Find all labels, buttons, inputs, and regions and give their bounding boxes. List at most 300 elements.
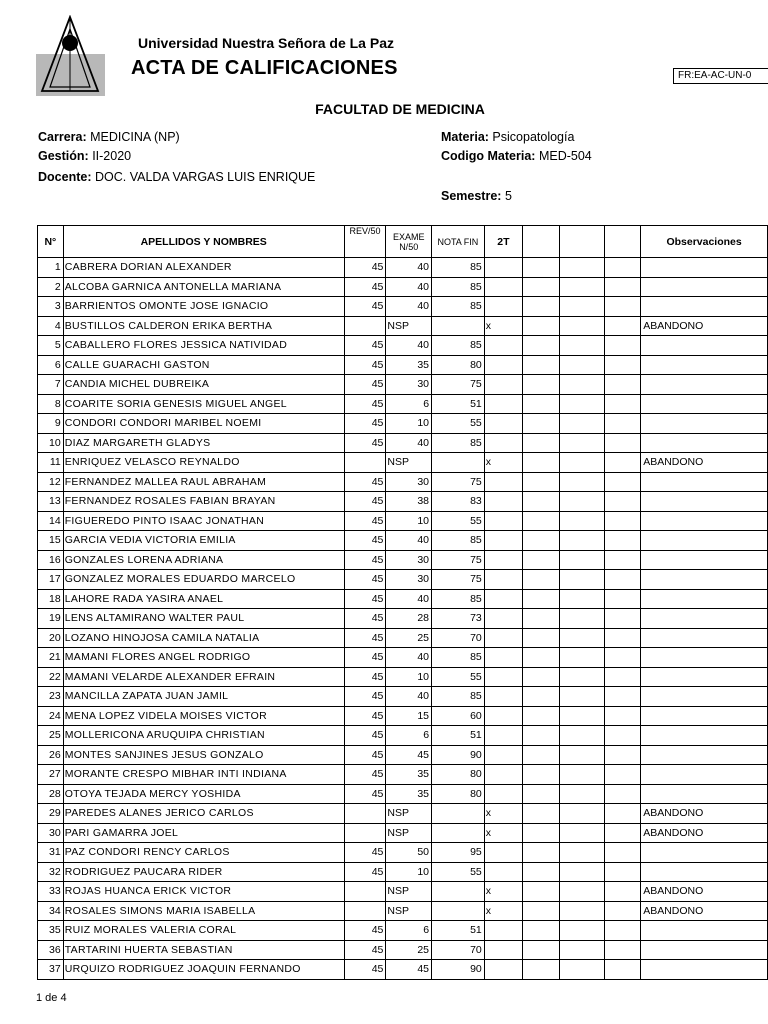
rev-score: 45: [344, 492, 386, 512]
table-row: [38, 336, 768, 356]
blank-cell: [605, 550, 641, 570]
row-number: 11: [38, 453, 64, 473]
rev-score: [344, 316, 386, 336]
second-term: [484, 355, 522, 375]
student-name: PARI GAMARRA JOEL: [63, 823, 344, 843]
observation: [641, 570, 768, 590]
second-term: [484, 550, 522, 570]
blank-cell: [523, 375, 560, 395]
blank-cell: [523, 414, 560, 434]
blank-cell: [560, 511, 605, 531]
second-term: [484, 472, 522, 492]
col-rev: REV/50: [344, 226, 386, 258]
second-term: x: [484, 804, 522, 824]
table-row: [38, 823, 768, 843]
docente-field: [38, 170, 315, 184]
rev-score: [344, 901, 386, 921]
second-term: [484, 433, 522, 453]
blank-cell: [560, 570, 605, 590]
rev-score: 45: [344, 394, 386, 414]
blank-cell: [560, 765, 605, 785]
observation: ABANDONO: [641, 823, 768, 843]
student-name: TARTARINI HUERTA SEBASTIAN: [63, 940, 344, 960]
row-number: 9: [38, 414, 64, 434]
exam-score: 25: [386, 628, 432, 648]
materia-label: Materia:: [441, 130, 489, 144]
table-row: [38, 355, 768, 375]
rev-score: 45: [344, 336, 386, 356]
second-term: [484, 570, 522, 590]
rev-score: [344, 804, 386, 824]
student-name: MOLLERICONA ARUQUIPA CHRISTIAN: [63, 726, 344, 746]
final-grade: 55: [432, 414, 485, 434]
final-grade: [432, 453, 485, 473]
observation: [641, 960, 768, 980]
observation: [641, 667, 768, 687]
table-row: [38, 375, 768, 395]
row-number: 32: [38, 862, 64, 882]
table-row: [38, 706, 768, 726]
blank-cell: [523, 355, 560, 375]
university-name: Universidad Nuestra Señora de La Paz: [138, 35, 394, 51]
table-row: [38, 940, 768, 960]
exam-score: 10: [386, 414, 432, 434]
final-grade: 85: [432, 687, 485, 707]
blank-cell: [605, 511, 641, 531]
col-nota: NOTA FIN: [432, 226, 485, 258]
blank-cell: [523, 823, 560, 843]
row-number: 12: [38, 472, 64, 492]
row-number: 19: [38, 609, 64, 629]
rev-score: 45: [344, 589, 386, 609]
final-grade: 85: [432, 531, 485, 551]
table-row: [38, 784, 768, 804]
blank-cell: [560, 901, 605, 921]
rev-score: 45: [344, 550, 386, 570]
student-name: GONZALES LORENA ADRIANA: [63, 550, 344, 570]
final-grade: 85: [432, 277, 485, 297]
observation: [641, 726, 768, 746]
observation: [641, 414, 768, 434]
exam-score: 40: [386, 433, 432, 453]
second-term: [484, 628, 522, 648]
observation: [641, 843, 768, 863]
student-name: FIGUEREDO PINTO ISAAC JONATHAN: [63, 511, 344, 531]
student-name: LAHORE RADA YASIRA ANAEL: [63, 589, 344, 609]
student-name: BUSTILLOS CALDERON ERIKA BERTHA: [63, 316, 344, 336]
second-term: [484, 609, 522, 629]
observation: [641, 921, 768, 941]
blank-cell: [560, 433, 605, 453]
blank-cell: [605, 648, 641, 668]
blank-cell: [523, 394, 560, 414]
student-name: COARITE SORIA GENESIS MIGUEL ANGEL: [63, 394, 344, 414]
final-grade: 83: [432, 492, 485, 512]
row-number: 18: [38, 589, 64, 609]
table-row: [38, 687, 768, 707]
final-grade: 75: [432, 570, 485, 590]
blank-cell: [560, 843, 605, 863]
second-term: [484, 277, 522, 297]
rev-score: 45: [344, 862, 386, 882]
observation: [641, 433, 768, 453]
final-grade: 85: [432, 433, 485, 453]
rev-score: 45: [344, 531, 386, 551]
second-term: [484, 394, 522, 414]
observation: ABANDONO: [641, 316, 768, 336]
second-term: [484, 726, 522, 746]
rev-score: 45: [344, 609, 386, 629]
final-grade: [432, 316, 485, 336]
student-name: MENA LOPEZ VIDELA MOISES VICTOR: [63, 706, 344, 726]
blank-cell: [605, 453, 641, 473]
blank-cell: [605, 765, 641, 785]
blank-cell: [605, 921, 641, 941]
blank-cell: [605, 940, 641, 960]
blank-cell: [605, 531, 641, 551]
col-num: N°: [38, 226, 64, 258]
exam-score: NSP: [386, 823, 432, 843]
observation: [641, 258, 768, 278]
observation: ABANDONO: [641, 804, 768, 824]
blank-cell: [605, 882, 641, 902]
final-grade: 85: [432, 589, 485, 609]
observation: ABANDONO: [641, 882, 768, 902]
blank-cell: [605, 258, 641, 278]
rev-score: 45: [344, 960, 386, 980]
table-row: [38, 628, 768, 648]
rev-score: 45: [344, 414, 386, 434]
blank-cell: [560, 823, 605, 843]
student-name: DIAZ MARGARETH GLADYS: [63, 433, 344, 453]
student-name: CABALLERO FLORES JESSICA NATIVIDAD: [63, 336, 344, 356]
second-term: x: [484, 882, 522, 902]
blank-cell: [523, 687, 560, 707]
blank-cell: [523, 901, 560, 921]
blank-cell: [605, 726, 641, 746]
observation: [641, 589, 768, 609]
table-row: [38, 394, 768, 414]
gestion-label: Gestión:: [38, 149, 89, 163]
blank-cell: [560, 492, 605, 512]
row-number: 7: [38, 375, 64, 395]
final-grade: 85: [432, 336, 485, 356]
student-name: RODRIGUEZ PAUCARA RIDER: [63, 862, 344, 882]
row-number: 30: [38, 823, 64, 843]
rev-score: [344, 823, 386, 843]
blank-cell: [560, 745, 605, 765]
rev-score: 45: [344, 648, 386, 668]
rev-score: 45: [344, 667, 386, 687]
student-name: OTOYA TEJADA MERCY YOSHIDA: [63, 784, 344, 804]
row-number: 16: [38, 550, 64, 570]
exam-score: NSP: [386, 804, 432, 824]
blank-cell: [560, 277, 605, 297]
second-term: [484, 492, 522, 512]
carrera-label: Carrera:: [38, 130, 87, 144]
blank-cell: [523, 745, 560, 765]
table-header: [38, 226, 768, 258]
blank-cell: [560, 589, 605, 609]
blank-cell: [560, 784, 605, 804]
row-number: 15: [38, 531, 64, 551]
exam-score: 30: [386, 570, 432, 590]
blank-cell: [523, 940, 560, 960]
student-name: BARRIENTOS OMONTE JOSE IGNACIO: [63, 297, 344, 317]
codigo-label: Codigo Materia:: [441, 149, 536, 163]
blank-cell: [523, 297, 560, 317]
table-row: [38, 882, 768, 902]
table-row: [38, 765, 768, 785]
table-row: [38, 472, 768, 492]
final-grade: 75: [432, 472, 485, 492]
second-term: [484, 843, 522, 863]
row-number: 29: [38, 804, 64, 824]
blank-cell: [523, 550, 560, 570]
blank-cell: [605, 472, 641, 492]
final-grade: 55: [432, 667, 485, 687]
row-number: 17: [38, 570, 64, 590]
blank-cell: [605, 628, 641, 648]
second-term: [484, 862, 522, 882]
col-obs: Observaciones: [641, 226, 768, 258]
final-grade: [432, 804, 485, 824]
blank-cell: [560, 414, 605, 434]
second-term: [484, 960, 522, 980]
exam-score: 35: [386, 784, 432, 804]
rev-score: 45: [344, 843, 386, 863]
observation: [641, 862, 768, 882]
blank-cell: [560, 453, 605, 473]
row-number: 20: [38, 628, 64, 648]
codigo-field: [441, 149, 592, 163]
student-name: PAZ CONDORI RENCY CARLOS: [63, 843, 344, 863]
student-name: FERNANDEZ ROSALES FABIAN BRAYAN: [63, 492, 344, 512]
exam-score: 40: [386, 687, 432, 707]
exam-score: 40: [386, 648, 432, 668]
codigo-value: MED-504: [538, 149, 592, 163]
exam-score: 50: [386, 843, 432, 863]
table-row: [38, 804, 768, 824]
blank-cell: [605, 297, 641, 317]
blank-cell: [560, 258, 605, 278]
exam-score: 15: [386, 706, 432, 726]
second-term: [484, 706, 522, 726]
blank-cell: [523, 648, 560, 668]
blank-cell: [605, 609, 641, 629]
table-row: [38, 297, 768, 317]
blank-cell: [605, 823, 641, 843]
blank-cell: [560, 940, 605, 960]
student-name: GONZALEZ MORALES EDUARDO MARCELO: [63, 570, 344, 590]
table-row: [38, 453, 768, 473]
col-blank-3: [605, 226, 641, 258]
second-term: [484, 414, 522, 434]
blank-cell: [560, 375, 605, 395]
blank-cell: [560, 472, 605, 492]
gestion-value: II-2020: [92, 149, 132, 163]
observation: ABANDONO: [641, 901, 768, 921]
row-number: 4: [38, 316, 64, 336]
materia-field: [441, 130, 574, 144]
row-number: 28: [38, 784, 64, 804]
second-term: [484, 745, 522, 765]
observation: [641, 472, 768, 492]
observation: [641, 940, 768, 960]
exam-score: 6: [386, 394, 432, 414]
exam-score: NSP: [386, 453, 432, 473]
student-name: MORANTE CRESPO MIBHAR INTI INDIANA: [63, 765, 344, 785]
blank-cell: [605, 804, 641, 824]
final-grade: 70: [432, 940, 485, 960]
second-term: x: [484, 823, 522, 843]
carrera-value: MEDICINA (NP): [90, 130, 180, 144]
blank-cell: [560, 687, 605, 707]
blank-cell: [605, 277, 641, 297]
blank-cell: [605, 355, 641, 375]
blank-cell: [560, 921, 605, 941]
row-number: 10: [38, 433, 64, 453]
second-term: [484, 765, 522, 785]
blank-cell: [523, 511, 560, 531]
rev-score: [344, 453, 386, 473]
blank-cell: [523, 726, 560, 746]
row-number: 21: [38, 648, 64, 668]
docente-label: Docente:: [38, 170, 92, 184]
rev-score: 45: [344, 375, 386, 395]
exam-score: 45: [386, 745, 432, 765]
table-row: [38, 921, 768, 941]
table-row: [38, 960, 768, 980]
final-grade: 55: [432, 862, 485, 882]
exam-score: 30: [386, 550, 432, 570]
row-number: 35: [38, 921, 64, 941]
blank-cell: [605, 901, 641, 921]
exam-score: NSP: [386, 901, 432, 921]
final-grade: 51: [432, 921, 485, 941]
second-term: [484, 375, 522, 395]
col-blank-2: [560, 226, 605, 258]
student-name: MONTES SANJINES JESUS GONZALO: [63, 745, 344, 765]
second-term: [484, 667, 522, 687]
observation: [641, 375, 768, 395]
blank-cell: [605, 667, 641, 687]
blank-cell: [605, 414, 641, 434]
row-number: 34: [38, 901, 64, 921]
blank-cell: [560, 531, 605, 551]
second-term: [484, 511, 522, 531]
blank-cell: [523, 609, 560, 629]
second-term: [484, 921, 522, 941]
observation: [641, 706, 768, 726]
student-name: CANDIA MICHEL DUBREIKA: [63, 375, 344, 395]
row-number: 37: [38, 960, 64, 980]
observation: [641, 784, 768, 804]
blank-cell: [523, 492, 560, 512]
blank-cell: [605, 589, 641, 609]
final-grade: 80: [432, 784, 485, 804]
student-name: RUIZ MORALES VALERIA CORAL: [63, 921, 344, 941]
table-row: [38, 433, 768, 453]
observation: [641, 531, 768, 551]
blank-cell: [560, 804, 605, 824]
university-logo: [36, 15, 105, 96]
blank-cell: [560, 706, 605, 726]
document-title: ACTA DE CALIFICACIONES: [131, 57, 398, 79]
rev-score: 45: [344, 355, 386, 375]
final-grade: 70: [432, 628, 485, 648]
exam-score: 28: [386, 609, 432, 629]
blank-cell: [560, 336, 605, 356]
semestre-label: Semestre:: [441, 189, 502, 203]
rev-score: 45: [344, 511, 386, 531]
observation: [641, 687, 768, 707]
row-number: 3: [38, 297, 64, 317]
final-grade: 55: [432, 511, 485, 531]
row-number: 6: [38, 355, 64, 375]
blank-cell: [523, 706, 560, 726]
final-grade: 85: [432, 648, 485, 668]
final-grade: 85: [432, 297, 485, 317]
observation: [641, 550, 768, 570]
row-number: 22: [38, 667, 64, 687]
student-name: CABRERA DORIAN ALEXANDER: [63, 258, 344, 278]
exam-score: 40: [386, 258, 432, 278]
student-name: LOZANO HINOJOSA CAMILA NATALIA: [63, 628, 344, 648]
table-row: [38, 316, 768, 336]
faculty-title: FACULTAD DE MEDICINA: [315, 101, 485, 117]
blank-cell: [523, 628, 560, 648]
observation: ABANDONO: [641, 453, 768, 473]
blank-cell: [605, 316, 641, 336]
rev-score: 45: [344, 258, 386, 278]
blank-cell: [560, 882, 605, 902]
rev-score: 45: [344, 921, 386, 941]
final-grade: [432, 823, 485, 843]
row-number: 25: [38, 726, 64, 746]
blank-cell: [523, 453, 560, 473]
exam-score: 38: [386, 492, 432, 512]
final-grade: 85: [432, 258, 485, 278]
final-grade: 60: [432, 706, 485, 726]
table-row: [38, 550, 768, 570]
row-number: 23: [38, 687, 64, 707]
observation: [641, 609, 768, 629]
col-2t: 2T: [484, 226, 522, 258]
exam-score: 40: [386, 336, 432, 356]
row-number: 1: [38, 258, 64, 278]
table-row: [38, 726, 768, 746]
exam-score: 10: [386, 667, 432, 687]
blank-cell: [523, 843, 560, 863]
blank-cell: [605, 492, 641, 512]
blank-cell: [560, 960, 605, 980]
blank-cell: [560, 648, 605, 668]
row-number: 33: [38, 882, 64, 902]
blank-cell: [605, 336, 641, 356]
exam-score: NSP: [386, 316, 432, 336]
exam-score: 40: [386, 297, 432, 317]
student-name: URQUIZO RODRIGUEZ JOAQUIN FERNANDO: [63, 960, 344, 980]
table-row: [38, 609, 768, 629]
rev-score: 45: [344, 784, 386, 804]
second-term: [484, 336, 522, 356]
col-blank-1: [523, 226, 560, 258]
rev-score: 45: [344, 687, 386, 707]
final-grade: 73: [432, 609, 485, 629]
second-term: [484, 589, 522, 609]
rev-score: 45: [344, 940, 386, 960]
